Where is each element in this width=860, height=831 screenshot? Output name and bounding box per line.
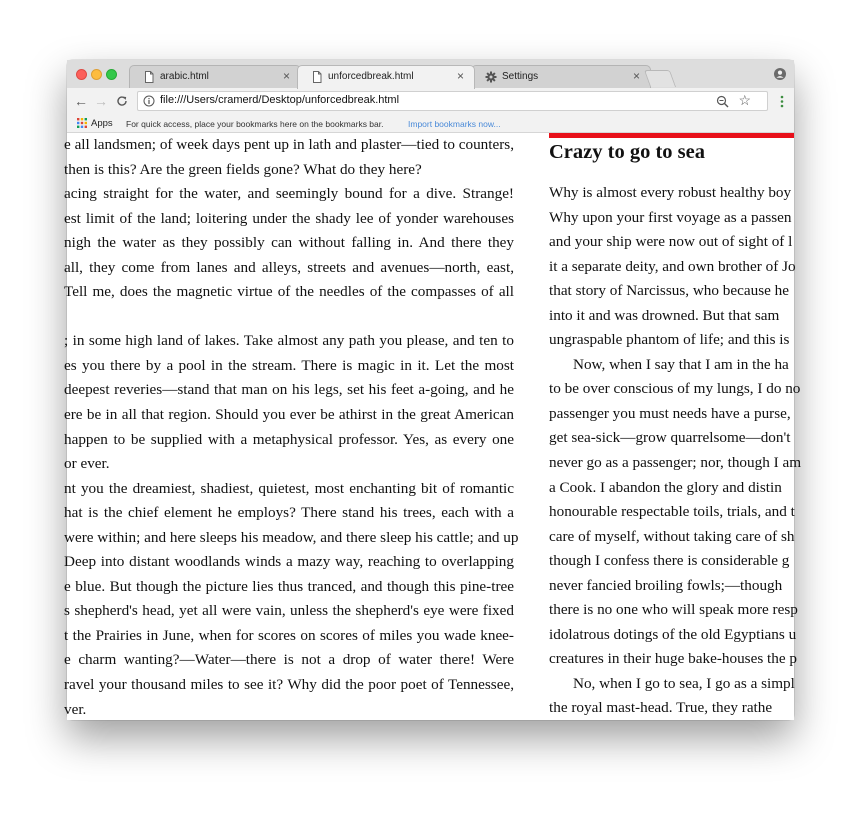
reload-button[interactable] <box>114 93 130 109</box>
text-line: Deep into distant woodlands winds a mazy way, reaching to overlapping <box>64 553 514 571</box>
text-line: deepest reveries—stand that man on his legs, set his feet a-going, and he <box>64 381 514 399</box>
gear-icon <box>485 71 497 83</box>
text-line: though I confess there is considerable g <box>549 552 790 570</box>
tab-arabic[interactable] <box>129 65 301 88</box>
document-icon <box>143 71 155 83</box>
text-line: ravel your thousand miles to see it? Why did the poor poet of Tennessee, <box>64 676 514 694</box>
bookmarks-bar <box>67 114 794 133</box>
text-line: e blue. But though the picture lies thus tranced, and though this pine-tree <box>64 577 514 595</box>
text-line: nigh the water as they possibly can without falling in. And there they <box>64 234 514 252</box>
text-line: and your ship were now out of sight of l <box>549 233 793 251</box>
text-line: care of myself, without taking care of sh <box>549 527 795 545</box>
document-icon <box>311 71 323 83</box>
text-line: were within; and here sleeps his meadow, and there sleep his cattle; and up <box>64 528 519 546</box>
text-line: e charm wanting?—Water—there is not a drop of water there! Were <box>64 651 514 669</box>
back-button[interactable]: ← <box>74 93 88 109</box>
text-line <box>64 305 514 330</box>
forward-button[interactable]: → <box>94 93 108 109</box>
text-line: never go as a passenger; nor, though I am <box>549 454 802 472</box>
text-line: acing straight for the water, and seemingly bound for a dive. Strange! <box>64 185 514 203</box>
text-line: that story of Narcissus, who because he <box>549 282 789 300</box>
text-line: happen to be supplied with a metaphysical professor. Yes, as every one <box>64 430 514 448</box>
close-tab-icon[interactable]: × <box>456 69 464 83</box>
tab-title: arabic.html <box>160 71 209 82</box>
info-icon[interactable] <box>143 95 155 107</box>
right-text-column <box>549 133 802 720</box>
text-line: then is this? Are the green fields gone? What do they here? <box>64 160 422 178</box>
import-bookmarks-link[interactable]: Import bookmarks now... <box>408 119 501 129</box>
minimize-window-button[interactable] <box>91 69 102 80</box>
url-text: file:///Users/cramerd/Desktop/unforcedbreak.html <box>160 94 400 106</box>
tab-settings[interactable] <box>471 65 651 88</box>
text-line: it a separate deity, and own brother of Jo <box>549 257 796 275</box>
text-line: hat is the chief element he employs? There stand his trees, each with a <box>64 504 514 522</box>
text-line: t the Prairies in June, when for scores on scores of miles you wade knee- <box>64 626 514 644</box>
tab-title: Settings <box>502 71 539 82</box>
text-line: all, they come from lanes and alleys, streets and avenues—north, east, <box>64 258 514 276</box>
text-line: No, when I go to sea, I go as a simpl <box>573 674 795 692</box>
reload-icon <box>116 95 128 107</box>
text-line: honourable respectable toils, trials, and t <box>549 503 795 521</box>
tab-title: unforcedbreak.html <box>328 71 414 82</box>
left-text-column <box>64 133 519 722</box>
apps-link[interactable]: Apps <box>91 118 113 129</box>
apps-grid-icon[interactable] <box>77 118 87 128</box>
bookmark-star-icon[interactable]: ☆ <box>738 92 751 108</box>
text-line: nt you the dreamiest, shadiest, quietest, most enchanting bit of romantic <box>64 479 514 497</box>
text-line: Tell me, does the magnetic virtue of the needles of the compasses of all <box>64 283 514 301</box>
text-line: ver. <box>64 700 87 718</box>
text-line: ; in some high land of lakes. Take almost any path you please, and ten to <box>64 332 514 350</box>
new-tab-button[interactable] <box>644 70 676 87</box>
text-line: ere be in all that region. Should you ever be athirst in the great American <box>64 406 514 424</box>
browser-window <box>64 60 802 720</box>
close-tab-icon[interactable]: × <box>282 69 290 83</box>
text-line: into it and was drowned. But that sam <box>549 306 780 324</box>
text-line: est limit of the land; loitering under the shady lee of yonder warehouses <box>64 209 514 227</box>
text-line: ungraspable phantom of life; and this is <box>549 331 790 349</box>
chapter-accent-bar <box>549 133 794 138</box>
text-line: to be over conscious of my lungs, I do no <box>549 380 801 398</box>
profile-icon[interactable] <box>774 68 786 80</box>
text-line: s shepherd's head, yet all were vain, unless the shepherd's eye were fixed <box>64 602 514 620</box>
text-line: creatures in their huge bake-houses the p <box>549 650 797 668</box>
text-line: a Cook. I abandon the glory and distin <box>549 478 782 496</box>
zoom-window-button[interactable] <box>106 69 117 80</box>
text-line: idolatrous dotings of the old Egyptians u <box>549 625 797 643</box>
toolbar <box>67 88 794 114</box>
tab-strip <box>67 60 794 89</box>
text-line: Why is almost every robust healthy boy <box>549 184 792 201</box>
text-line: e all landsmen; of week days pent up in lath and plaster—tied to counters, <box>64 136 514 153</box>
text-line: or ever. <box>64 455 110 473</box>
text-line: the royal mast-head. True, they rathe <box>549 699 773 717</box>
page-content <box>64 133 802 720</box>
bookmarks-hint: For quick access, place your bookmarks here on the bookmarks bar. <box>126 119 384 129</box>
close-tab-icon[interactable]: × <box>632 69 640 83</box>
close-window-button[interactable] <box>76 69 87 80</box>
text-line: Now, when I say that I am in the ha <box>573 355 789 373</box>
menu-icon[interactable] <box>780 95 784 108</box>
text-line: passenger you must needs have a purse, <box>549 404 791 422</box>
text-line: Why upon your first voyage as a passen <box>549 208 792 226</box>
text-line: there is no one who will speak more resp <box>549 601 798 619</box>
text-line: es you there by a pool in the stream. There is magic in it. Let the most <box>64 356 514 374</box>
tab-unforcedbreak[interactable] <box>297 65 475 89</box>
chapter-title: Crazy to go to sea <box>549 141 705 163</box>
text-line: get sea-sick—grow quarrelsome—don't <box>549 429 791 447</box>
text-line: never fancied broiling fowls;—though <box>549 576 783 594</box>
chapter-body <box>549 181 849 721</box>
address-bar[interactable] <box>137 91 768 111</box>
zoom-icon[interactable] <box>716 95 729 108</box>
